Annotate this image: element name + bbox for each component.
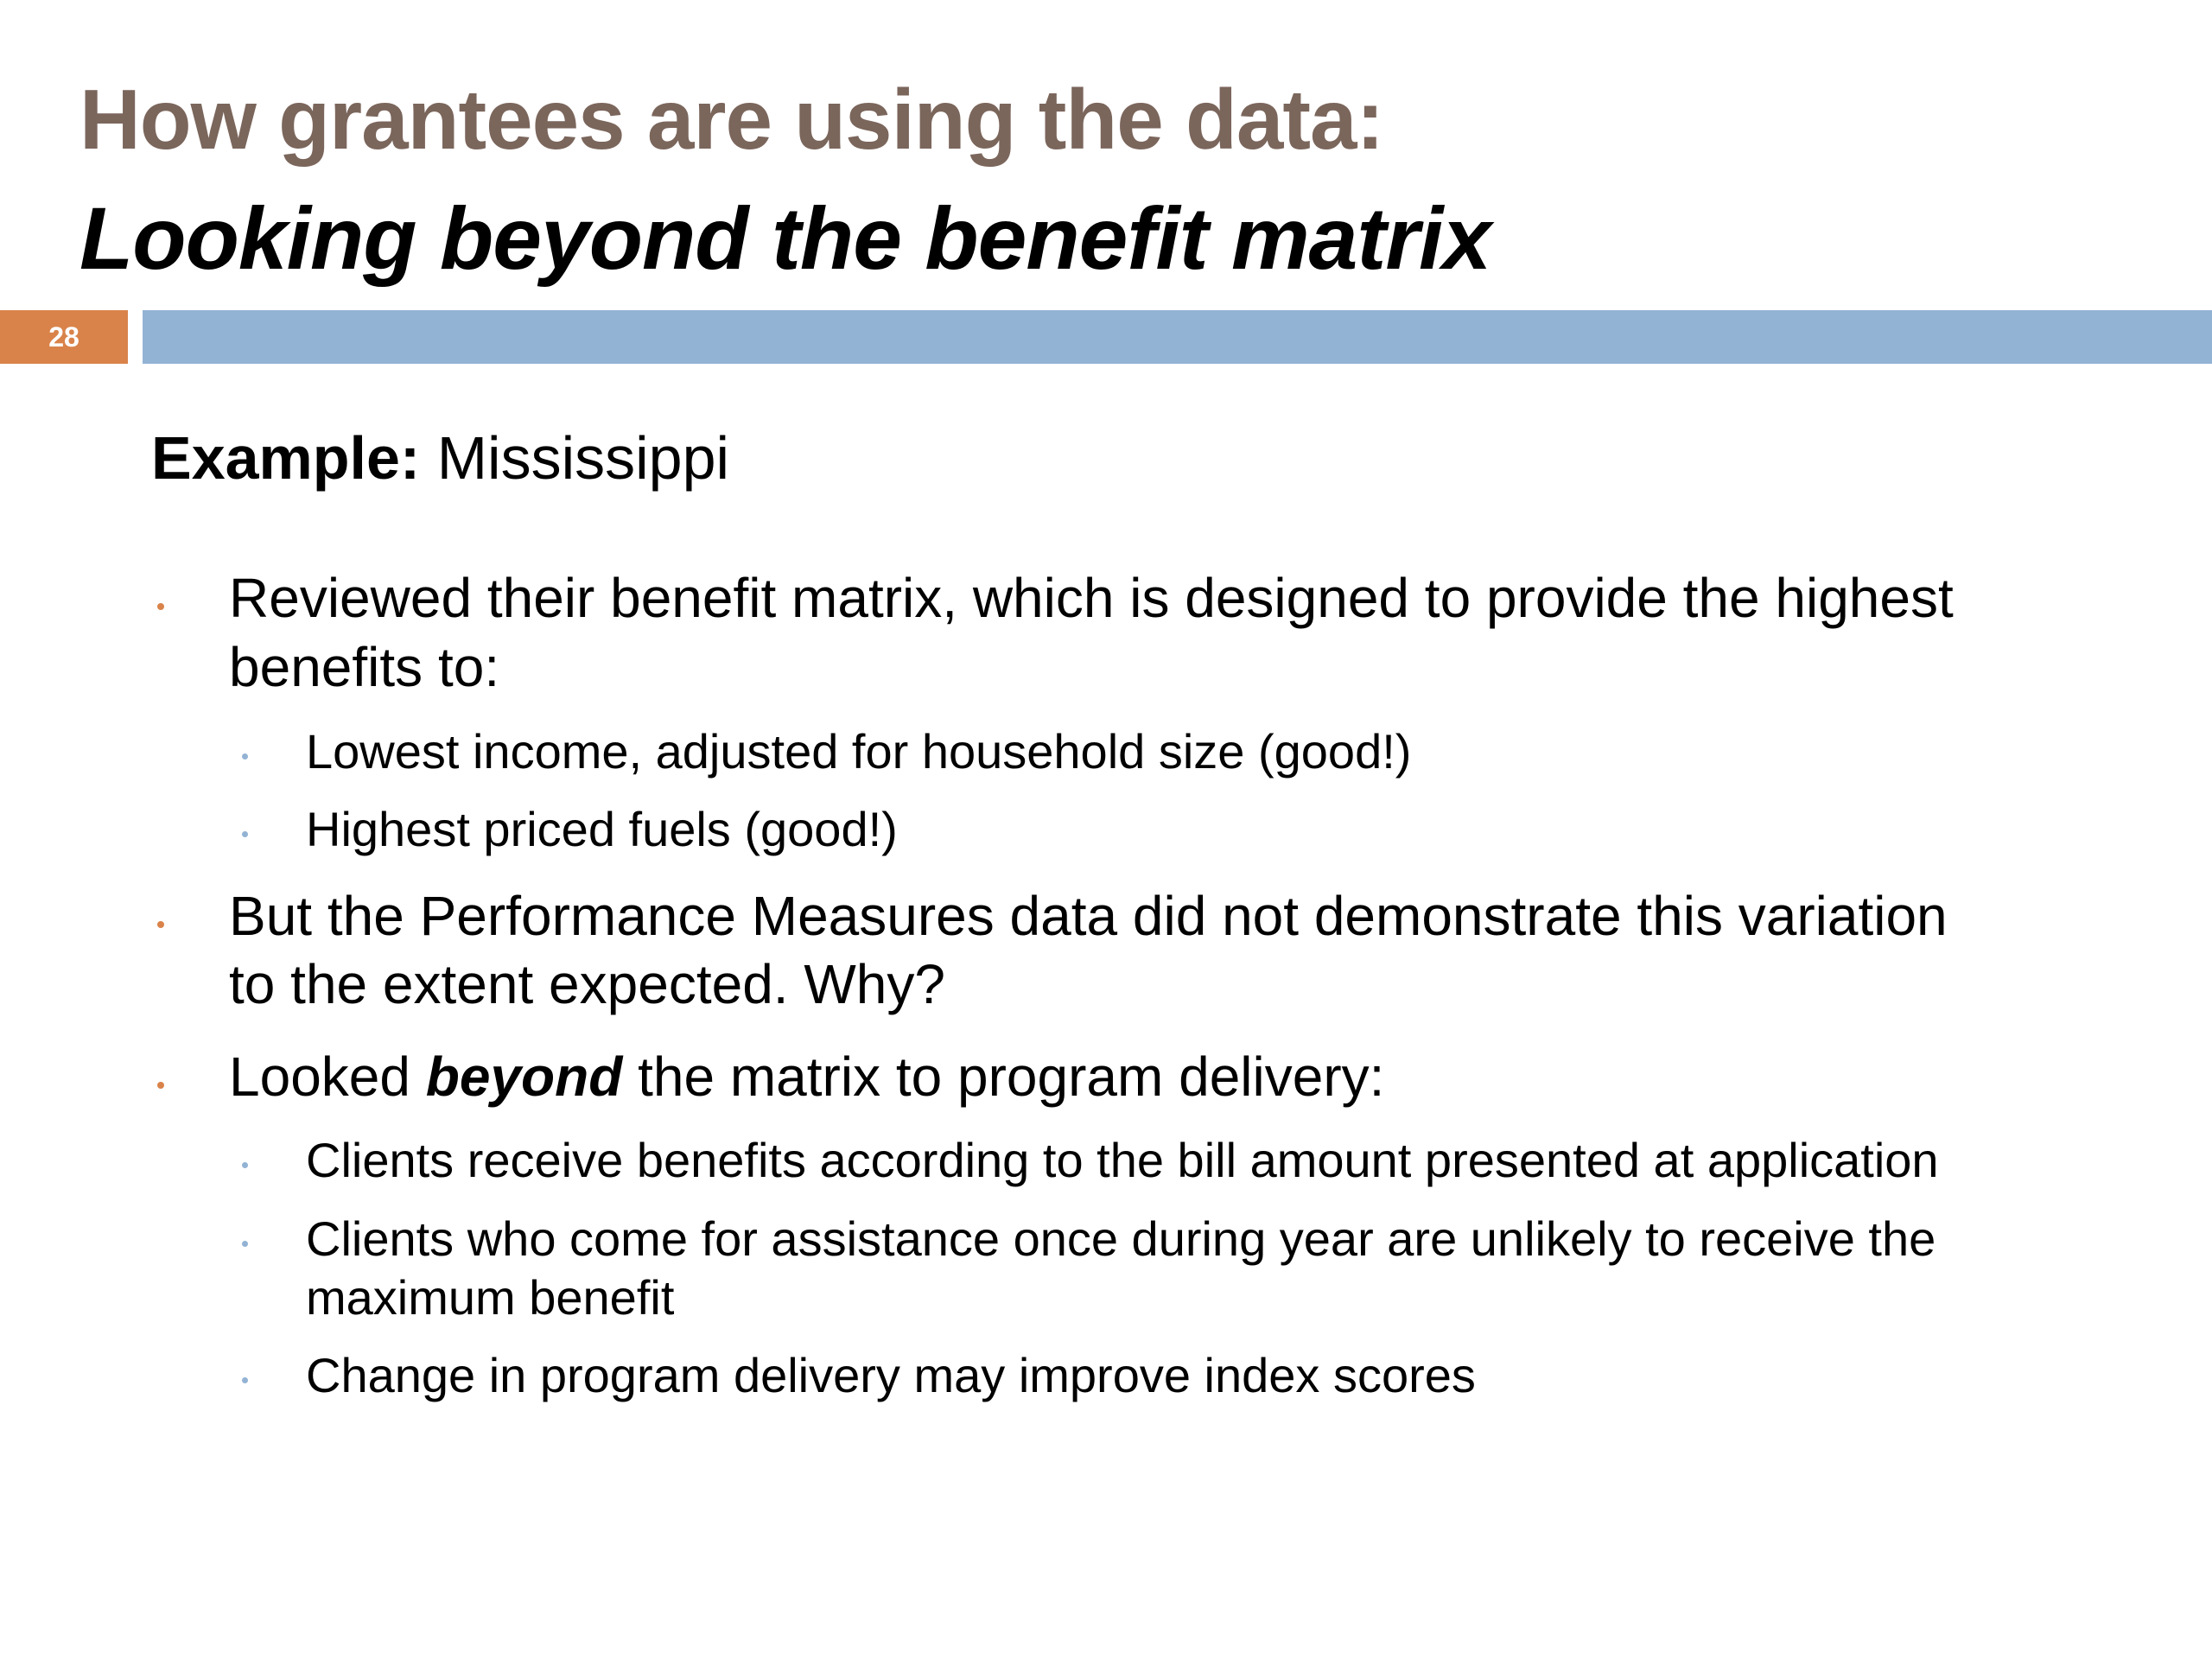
bullet-text-before: Looked xyxy=(229,1046,426,1108)
sub-bullet-dot xyxy=(242,1377,248,1383)
bullet-text: to the extent expected. Why? xyxy=(229,953,945,1015)
bullet-text xyxy=(229,1042,1384,1111)
sub-bullet-dot xyxy=(242,1162,248,1168)
sub-bullet-text: maximum benefit xyxy=(306,1270,675,1325)
slide-number-badge: 28 xyxy=(0,310,128,364)
bullet-dot xyxy=(157,921,164,928)
slide-title: How grantees are using the data: xyxy=(79,72,1384,167)
example-heading xyxy=(151,423,729,493)
sub-bullet-dot xyxy=(242,831,248,837)
bullet-text-after: the matrix to program delivery: xyxy=(622,1046,1385,1108)
bullet-text: But the Performance Measures data did not demonstrate this variation xyxy=(229,885,1948,947)
bullet-text: benefits to: xyxy=(229,636,500,698)
sub-bullet-dot xyxy=(242,1241,248,1247)
sub-bullet-text: Clients who come for assistance once during year are unlikely to receive the xyxy=(306,1211,1936,1266)
slide-subtitle: Looking beyond the benefit matrix xyxy=(79,189,1491,288)
sub-bullet-text: Lowest income, adjusted for household size (good!) xyxy=(306,724,1412,779)
sub-bullet-text: Change in program delivery may improve index scores xyxy=(306,1348,1476,1402)
example-value: Mississippi xyxy=(436,424,730,492)
bullet-text: Reviewed their benefit matrix, which is designed to provide the highest xyxy=(229,567,1954,629)
example-label: Example: xyxy=(151,424,421,492)
sub-bullet-dot xyxy=(242,753,248,760)
title-divider-bar xyxy=(143,310,2212,364)
bullet-text-emphasis: beyond xyxy=(425,1046,623,1108)
bullet-dot xyxy=(157,603,164,610)
sub-bullet-text: Clients receive benefits according to the bill amount presented at application xyxy=(306,1133,1939,1187)
bullet-dot xyxy=(157,1082,164,1089)
sub-bullet-text: Highest priced fuels (good!) xyxy=(306,802,898,856)
